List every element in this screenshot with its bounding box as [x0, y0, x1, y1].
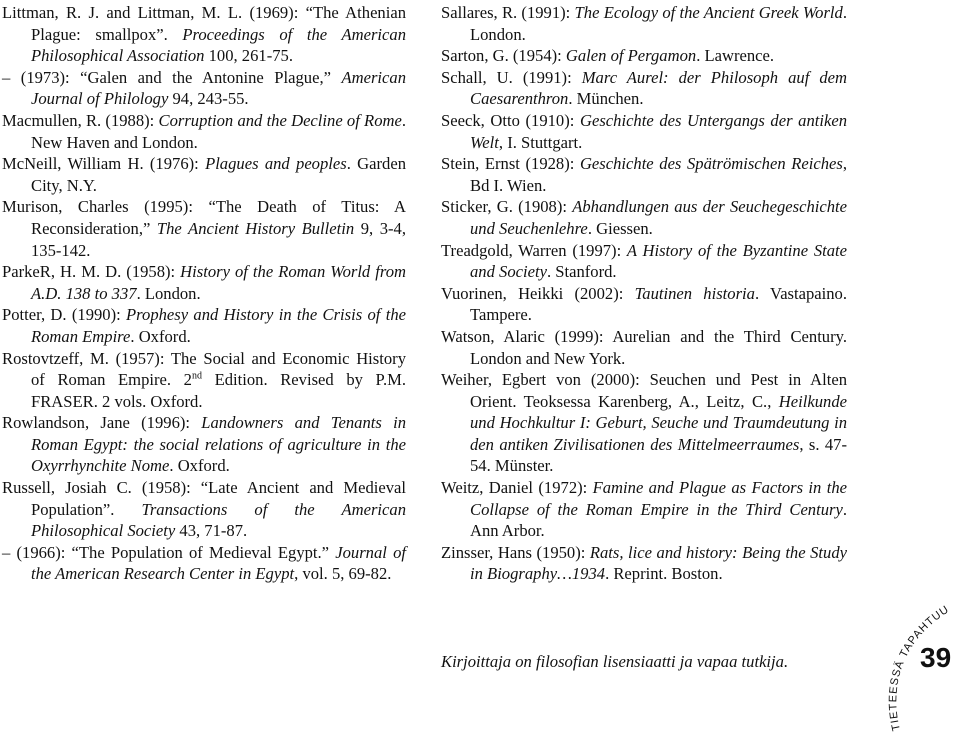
reference-entry [441, 477, 847, 542]
reference-entry [2, 348, 406, 413]
reference-title: Geschichte des Spätrömischen Reiches [579, 154, 843, 174]
reference-text: . Stanford. [546, 262, 617, 282]
reference-text: Sarton, G. (1954): [441, 46, 566, 66]
reference-text: Weitz, Daniel (1972): [441, 478, 593, 498]
reference-entry [2, 2, 406, 67]
reference-text: Weiher, Egbert von (2000): Seuchen und Pest in Alten Orient. Teoksessa Karenberg, A., Leitz, C., [441, 370, 847, 411]
reference-text: Stein, Ernst (1928): [441, 154, 580, 174]
reference-title: The Ecology of the Ancient Greek World [574, 3, 843, 22]
reference-text: , I. Stuttgart. [498, 132, 583, 152]
reference-text: 94, 243-55. [168, 89, 249, 109]
bibliography-right-column [441, 2, 847, 585]
reference-text: Murison, Charles (1995): “The Death of Titus: A Reconsideration,” [2, 197, 406, 238]
reference-title: Tautinen historia [634, 283, 755, 303]
reference-entry [441, 45, 847, 67]
reference-text: , s. 47-54. Münster. [470, 434, 848, 476]
reference-text: , Bd I. Wien. [470, 154, 847, 195]
reference-entry [2, 542, 406, 585]
reference-title: Proceedings of the American Philosophical Association [31, 24, 406, 66]
bibliography-left-column [2, 2, 406, 585]
reference-text: Littman, R. J. and Littman, M. L. (1969): [2, 3, 306, 22]
reference-title: American Journal of Philology [31, 67, 406, 109]
reference-entry [441, 283, 847, 326]
reference-text: Vuorinen, Heikki (2002): [441, 283, 635, 303]
reference-text: 100, 261-75. [204, 46, 293, 66]
reference-text: Watson, Alaric (1999): Aurelian and the Third Century. London and New York. [441, 326, 847, 368]
reference-title: Corruption and the Decline of Rome [158, 110, 402, 130]
reference-superscript: nd [191, 370, 202, 382]
reference-entry [2, 304, 406, 347]
reference-text: Rowlandson, Jane (1996): [2, 413, 202, 433]
reference-title: Marc Aurel: der Philosoph auf dem Caesarenthron [470, 67, 847, 109]
page-number: 39 [920, 642, 952, 673]
reference-title: Landowners and Tenants in Roman Egypt: the social relations of agriculture in the Oxyrrhynchite Nome [31, 413, 406, 476]
reference-title: Journal of the American Research Center in Egypt [31, 542, 406, 584]
reference-text: – (1973): “Galen and the Antonine Plague,” [2, 67, 342, 87]
reference-text: 43, 71-87. [175, 521, 248, 541]
reference-entry [441, 2, 847, 45]
reference-text: . Garden City, N.Y. [31, 154, 407, 195]
reference-text: . Vastapaino. Tampere. [470, 283, 848, 325]
reference-title: History of the Roman World from A.D. 138 to 337 [31, 262, 406, 303]
reference-title: Geschichte des Untergangs der antiken Welt [470, 110, 847, 152]
reference-title: Abhandlungen aus der Seuchegeschichte und Seuchenlehre [470, 197, 847, 238]
reference-entry [441, 240, 847, 283]
reference-text: Edition. Revised by P.M. FRASER. 2 vols. Oxford. [31, 370, 406, 411]
reference-text: . Oxford. [130, 326, 191, 346]
reference-text: Sallares, R. (1991): [441, 3, 575, 22]
reference-entry [2, 477, 406, 542]
reference-entry [2, 412, 406, 477]
reference-text: “The Athenian Plague: smallpox”. [31, 3, 407, 44]
reference-text: . London. [136, 283, 201, 303]
reference-title: Transactions of the American Philosophical Society [31, 499, 406, 541]
reference-text: 9, 3-4, 135-142. [31, 218, 406, 260]
reference-entry [2, 196, 406, 261]
author-note: Kirjoittaja on filosofian lisensiaatti ja vapaa tutkija. [441, 652, 789, 671]
reference-title: The Ancient History Bulletin [156, 218, 355, 238]
reference-entry [2, 67, 406, 110]
reference-text: . Lawrence. [696, 46, 775, 66]
reference-text: . Giessen. [587, 218, 653, 238]
reference-text: Macmullen, R. (1988): [2, 110, 159, 130]
reference-title: Heilkunde und Hochkultur I: Geburt, Seuche und Traumdeutung in den antiken Zivilisationen des Mittelmeerraumes [470, 391, 847, 454]
reference-text: Seeck, Otto (1910): [441, 110, 580, 130]
reference-entry [441, 369, 847, 477]
reference-text: . Ann Arbor. [470, 499, 847, 541]
reference-text: Russell, Josiah C. (1958): “Late Ancient and Medieval Population”. [2, 478, 406, 519]
reference-text: Schall, U. (1991): [441, 67, 582, 87]
reference-text: McNeill, William H. (1976): [2, 154, 206, 174]
reference-title: Galen of Pergamon [565, 46, 697, 66]
reference-title: Famine and Plague as Factors in the Collapse of the Roman Empire in the Third Century [470, 478, 847, 519]
reference-text: Zinsser, Hans (1950): [441, 542, 590, 562]
reference-text: ParkeR, H. M. D. (1958): [2, 262, 181, 282]
reference-text: . München. [568, 89, 644, 109]
reference-text: . Reprint. Boston. [605, 564, 723, 584]
reference-title: Prophesy and History in the Crisis of the Roman Empire [31, 305, 406, 346]
reference-entry [441, 326, 847, 369]
reference-entry [2, 261, 406, 304]
reference-text: Sticker, G. (1908): [441, 197, 573, 217]
reference-text: . New Haven and London. [31, 110, 406, 152]
reference-title: Plagues and peoples [205, 154, 347, 174]
reference-entry [441, 110, 847, 153]
reference-entry [2, 153, 406, 196]
journal-name-textpath: TIETEESSÄ TAPAHTUU [887, 603, 952, 732]
reference-title: A History of the Byzantine State and Society [470, 240, 847, 282]
reference-text: Treadgold, Warren (1997): [441, 240, 627, 260]
reference-entry [441, 542, 847, 585]
reference-entry [441, 67, 847, 110]
reference-text: – (1966): “The Population of Medieval Egypt.” [2, 542, 336, 562]
reference-entry [2, 110, 406, 153]
reference-title: Rats, lice and history: Being the Study in Biography…1934 [470, 542, 847, 584]
reference-entry [441, 153, 847, 196]
reference-text: . London. [470, 3, 847, 44]
reference-entry [441, 196, 847, 239]
reference-text: Rostovtzeff, M. (1957): The Social and Economic History of Roman Empire. 2 [2, 348, 406, 390]
reference-text: Potter, D. (1990): [2, 305, 127, 325]
reference-text: , vol. 5, 69-82. [294, 564, 392, 584]
reference-text: . Oxford. [169, 456, 230, 476]
